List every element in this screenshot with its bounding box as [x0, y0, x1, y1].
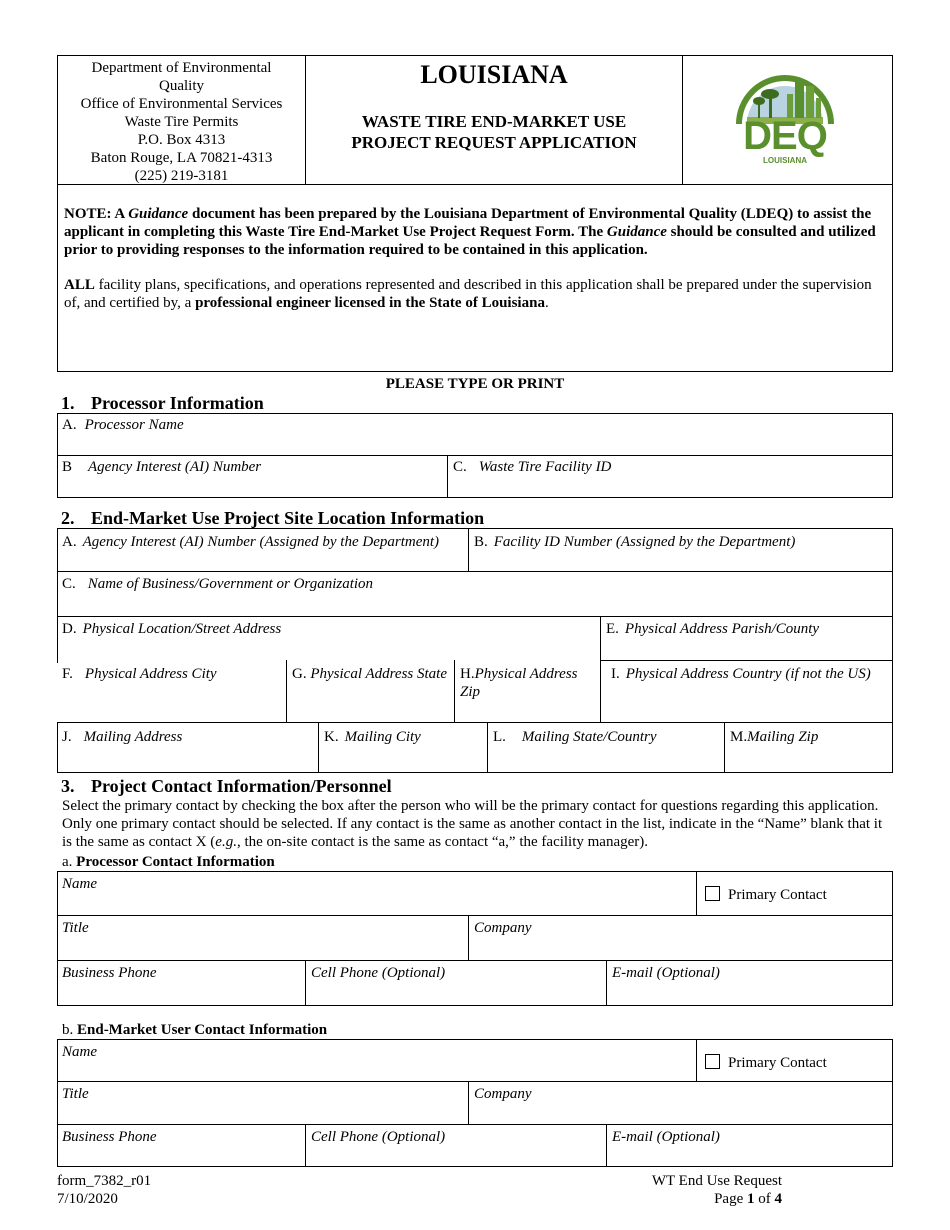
- guidance-word: Guidance: [606, 224, 667, 240]
- field-label: Physical Address Parish/County: [624, 621, 820, 637]
- field-mailing-zip[interactable]: [725, 726, 893, 773]
- agency-line: P.O. Box 4313: [137, 132, 226, 148]
- field-site-ai-number[interactable]: [57, 531, 468, 571]
- logo-text: DEQ: [743, 114, 827, 158]
- state-title: LOUISIANA: [420, 60, 568, 89]
- intro-eg: e.g.: [215, 834, 237, 850]
- section1-heading: [61, 393, 264, 414]
- primary-contact-checkbox[interactable]: [705, 886, 720, 901]
- row-divider: [57, 960, 893, 961]
- field-letter: K.: [324, 729, 339, 745]
- note-mid: document has been prepared by the Louisiana Department of Environmental Quality (LDEQ) to assist the applicant in completing this Waste Tire End-Market Use Project Request Form. The: [64, 206, 872, 240]
- field-letter: B.: [474, 534, 488, 550]
- field-mailing-address[interactable]: [57, 726, 318, 773]
- field-physical-country[interactable]: [606, 663, 893, 722]
- processor-company-field[interactable]: Company: [474, 920, 532, 936]
- intro-text: , the on-site contact is the same as contact “a,” the facility manager).: [236, 834, 649, 850]
- form-date: 7/10/2020: [57, 1191, 118, 1207]
- field-letter: L.: [493, 729, 506, 745]
- field-letter: C.: [453, 459, 467, 475]
- page-total: 4: [774, 1191, 782, 1207]
- field-label: Facility ID Number (Assigned by the Department): [493, 534, 796, 550]
- subsection-letter: a.: [62, 854, 73, 870]
- footer-left: [57, 1172, 151, 1208]
- field-letter: B: [62, 459, 73, 475]
- field-business-name[interactable]: [57, 573, 893, 616]
- deq-logo: [733, 62, 837, 168]
- intro-text: Select the primary contact by checking the box after the person who will be the primary contact for questions regarding this application. Only one primary contact should be selected. If any contact is the same as another contact in the list, indicate in the “Name” blank that it is the same as contact X (: [62, 798, 883, 850]
- row-divider: [600, 660, 893, 661]
- guidance-word: Guidance: [128, 206, 189, 222]
- header-divider: [682, 55, 683, 185]
- subsection-a-heading: [62, 853, 275, 871]
- subsection-letter: b.: [62, 1022, 74, 1038]
- field-label: Physical Address City: [84, 666, 217, 682]
- note-end: should be consulted and utilized prior to providing responses to the information required to be contained in this application.: [64, 224, 876, 258]
- field-letter: H.: [460, 666, 475, 682]
- field-label: Physical Address Country (if not the US): [625, 666, 871, 682]
- form-number: form_7382_r01: [57, 1173, 152, 1189]
- form-title-line: PROJECT REQUEST APPLICATION: [351, 133, 637, 152]
- section3-heading: [61, 776, 392, 797]
- print-instruction: PLEASE TYPE OR PRINT: [385, 376, 565, 392]
- agency-line: Quality: [159, 78, 204, 94]
- section-title: Processor Information: [91, 393, 264, 413]
- form-title-line: WASTE TIRE END-MARKET USE: [361, 112, 627, 131]
- logo-subtext: LOUISIANA: [763, 156, 807, 165]
- footer-right: [600, 1172, 782, 1208]
- agency-address: [58, 59, 305, 185]
- subsection-title: Processor Contact Information: [76, 854, 275, 870]
- engineer-text: professional engineer licensed in the State of Louisiana: [195, 295, 545, 311]
- field-physical-city[interactable]: [57, 663, 286, 722]
- note-prefix: NOTE: A: [64, 206, 129, 222]
- row-divider: [57, 571, 893, 572]
- section-number: 3.: [61, 776, 75, 796]
- field-physical-state[interactable]: [287, 663, 454, 722]
- field-mailing-state-country[interactable]: [488, 726, 724, 773]
- end-user-email-field[interactable]: E-mail (Optional): [612, 1129, 720, 1145]
- field-letter: G.: [292, 666, 307, 682]
- end-user-company-field[interactable]: Company: [474, 1086, 532, 1102]
- field-letter: D.: [62, 621, 77, 637]
- field-waste-tire-facility-id[interactable]: [448, 456, 893, 498]
- end-user-cell-phone-field[interactable]: Cell Phone (Optional): [311, 1129, 446, 1145]
- document-name: WT End Use Request: [651, 1173, 782, 1189]
- row-divider: [57, 1124, 893, 1125]
- processor-name-field[interactable]: Name: [62, 876, 97, 892]
- field-label: Physical Address State: [310, 666, 447, 682]
- field-letter: A.: [62, 417, 77, 433]
- section2-heading: [61, 508, 484, 529]
- field-label: Mailing Zip: [747, 729, 819, 745]
- section3-intro: [62, 797, 888, 851]
- all-word: ALL: [64, 277, 95, 293]
- page-indicator: [600, 1190, 782, 1208]
- agency-line: Office of Environmental Services: [80, 96, 283, 112]
- agency-line: Department of Environmental: [91, 60, 272, 76]
- field-label: Processor Name: [84, 417, 184, 433]
- section-number: 2.: [61, 508, 75, 528]
- certification-note: [64, 276, 888, 312]
- agency-line: (225) 219-3181: [134, 168, 229, 184]
- page-prefix: Page: [714, 1191, 747, 1207]
- processor-business-phone-field[interactable]: Business Phone: [62, 965, 157, 981]
- field-parish-county[interactable]: [601, 618, 893, 660]
- primary-contact-checkbox[interactable]: [705, 1054, 720, 1069]
- end-user-title-field[interactable]: Title: [62, 1086, 89, 1102]
- field-label: Mailing Address: [83, 729, 183, 745]
- field-label: Physical Address Zip: [460, 666, 578, 700]
- field-label: Waste Tire Facility ID: [478, 459, 612, 475]
- section-number: 1.: [61, 393, 75, 413]
- end-user-name-field[interactable]: Name: [62, 1044, 97, 1060]
- field-letter: I.: [611, 666, 620, 682]
- processor-primary-contact[interactable]: [697, 884, 893, 906]
- field-mailing-city[interactable]: [319, 726, 487, 773]
- field-letter: A.: [62, 534, 77, 550]
- section-title: Project Contact Information/Personnel: [91, 776, 392, 796]
- processor-email-field[interactable]: E-mail (Optional): [612, 965, 720, 981]
- field-label: Agency Interest (AI) Number: [88, 459, 262, 475]
- checkbox-label: Primary Contact: [728, 1055, 827, 1071]
- subsection-b-heading: [62, 1021, 327, 1039]
- processor-title-field[interactable]: Title: [62, 920, 89, 936]
- field-letter: F.: [62, 666, 73, 682]
- checkbox-label: Primary Contact: [728, 887, 827, 903]
- field-letter: C.: [62, 576, 76, 592]
- end-user-business-phone-field[interactable]: Business Phone: [62, 1129, 157, 1145]
- page-of: of: [754, 1191, 775, 1207]
- field-label: Mailing State/Country: [521, 729, 657, 745]
- subsection-title: End-Market User Contact Information: [77, 1022, 328, 1038]
- page-number: 1: [747, 1191, 755, 1207]
- processor-cell-phone-field[interactable]: Cell Phone (Optional): [311, 965, 446, 981]
- period: .: [544, 295, 549, 311]
- row-divider: [57, 1081, 893, 1082]
- field-physical-zip[interactable]: [455, 663, 600, 722]
- form-title: [306, 111, 682, 153]
- end-user-primary-contact[interactable]: [697, 1052, 893, 1074]
- row-divider: [57, 722, 893, 723]
- field-facility-id-number[interactable]: [469, 531, 893, 571]
- field-label: Name of Business/Government or Organization: [87, 576, 374, 592]
- guidance-note: [64, 205, 888, 259]
- row-divider: [57, 616, 893, 617]
- agency-line: Waste Tire Permits: [124, 114, 239, 130]
- field-label: Mailing City: [344, 729, 421, 745]
- field-label: Physical Location/Street Address: [82, 621, 282, 637]
- agency-line: Baton Rouge, LA 70821-4313: [90, 150, 273, 166]
- section-title: End-Market Use Project Site Location Information: [91, 508, 485, 528]
- row-divider: [57, 915, 893, 916]
- field-ai-number[interactable]: [57, 456, 447, 498]
- field-label: Agency Interest (AI) Number (Assigned by the Department): [82, 534, 440, 550]
- field-processor-name[interactable]: [57, 414, 893, 455]
- field-letter: M.: [730, 729, 748, 745]
- field-letter: E.: [606, 621, 619, 637]
- field-letter: J.: [62, 729, 72, 745]
- all-text: facility plans, specifications, and operations represented and described in this application shall be prepared under the supervision of, and certified by, a: [64, 277, 872, 311]
